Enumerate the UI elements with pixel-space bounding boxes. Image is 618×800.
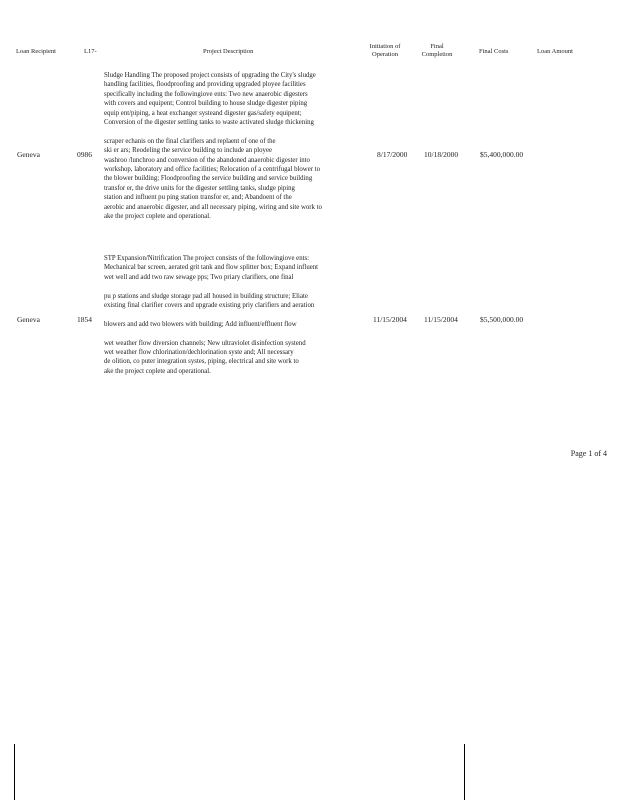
row-l17: 1854 — [77, 315, 92, 324]
row-final-cost: $5,500,000.00 — [480, 315, 524, 324]
header-l17: L17- — [84, 48, 97, 55]
header-initiation-of-operation — [362, 43, 408, 59]
description-line: ake the project coplete and operational. — [104, 367, 211, 375]
description-line: specifically including the followingiove ents: Two new anaerobic digesters — [104, 90, 308, 98]
description-line: wet well and add two raw sewage pps; Two priary clarifiers, one final — [104, 273, 294, 281]
row-completion-date: 10/18/2000 — [424, 150, 459, 159]
description-line: pu p stations and sludge storage pad all housed in building structure; Eliate — [104, 292, 308, 300]
description-line: STP Expansion/Nitrification The project consists of the followingiove ents: — [104, 255, 310, 262]
description-line — [104, 329, 372, 338]
header-initiation-line2: Operation — [372, 51, 398, 58]
header-initiation-line1: Initiation of — [369, 43, 401, 50]
description-line: workshop, laboratory and office facilities; Relocation of a centrifugal blower to — [104, 166, 320, 174]
description-line: scraper echanis on the final clarifiers and replaent of one of the — [104, 137, 276, 145]
description-line — [104, 282, 372, 291]
description-line: aerobic and anaerobic digester, and all necessary piping, wiring and site work to — [104, 203, 322, 211]
row-final-cost: $5,400,000.00 — [480, 150, 524, 159]
description-line: Conversion of the digester settling tanks to waste activated sludge thickening — [104, 119, 314, 127]
description-line: the blower building; Floodproofing the service building and service building — [104, 175, 313, 183]
description-line: washroo /lunchroo and conversion of the abandoned anaerobic digester into — [104, 156, 310, 164]
left-vertical-rule — [14, 744, 15, 800]
description-line: Mechanical bar screen, aerated grit tank and flow splitter box; Expand influent — [104, 264, 319, 272]
header-final-completion — [414, 43, 460, 59]
description-line: blowers and add two blowers with building; Add influent/effluent flow — [104, 320, 297, 328]
right-vertical-rule — [464, 744, 465, 800]
project-description — [104, 254, 372, 376]
row-completion-date: 11/15/2004 — [424, 315, 458, 324]
description-line: Sludge Handling The proposed project consists of upgrading the City's sludge — [104, 72, 316, 79]
page-number: Page 1 of 4 — [570, 449, 607, 458]
description-line: station and influent pu ping station transfor er, and; Abandoent of the — [104, 194, 292, 202]
header-loan-amount: Loan Amount — [537, 48, 573, 55]
header-project-description: Project Description — [203, 48, 254, 55]
description-line: transfor er, the drive units for the digester settling tanks, sludge piping — [104, 184, 295, 192]
row-recipient: Geneva — [17, 315, 40, 324]
project-description — [104, 71, 372, 222]
row-initiation-date: 11/15/2004 — [373, 315, 407, 324]
description-line: with covers and equipent; Control building to house sludge digester piping — [104, 100, 308, 108]
row-recipient: Geneva — [17, 150, 40, 159]
description-line: ake the project coplete and operational. — [104, 213, 211, 221]
description-line: wet weather flow chlorination/dechlorination syste and; All necessary — [104, 349, 294, 357]
header-final-line1: Final — [430, 43, 444, 50]
description-line: handling facilities, floodproofing and providing upgraded ployee facilities — [104, 81, 306, 89]
description-line — [104, 310, 372, 319]
description-line: de olition, co puter integration systes, piping, electrical and site work to — [104, 358, 299, 366]
header-final-costs: Final Costs — [479, 48, 509, 55]
header-final-line2: Completion — [421, 51, 453, 58]
header-loan-recipient: Loan Recipient — [16, 48, 56, 55]
description-line: existing final clarifier covers and upgrade existing priy clarifiers and aeration — [104, 302, 315, 310]
description-line: equip ent/piping, a heat exchanger systeand digester gas/safety equipent; — [104, 109, 302, 117]
description-line: wet weather flow diversion channels; New ultraviolet disinfection systend — [104, 339, 306, 347]
row-l17: 0986 — [77, 150, 92, 159]
description-line: ski er ars; Reodeling the service building to include an ployee — [104, 147, 272, 155]
description-line — [104, 127, 372, 136]
row-initiation-date: 8/17/2000 — [377, 150, 408, 159]
